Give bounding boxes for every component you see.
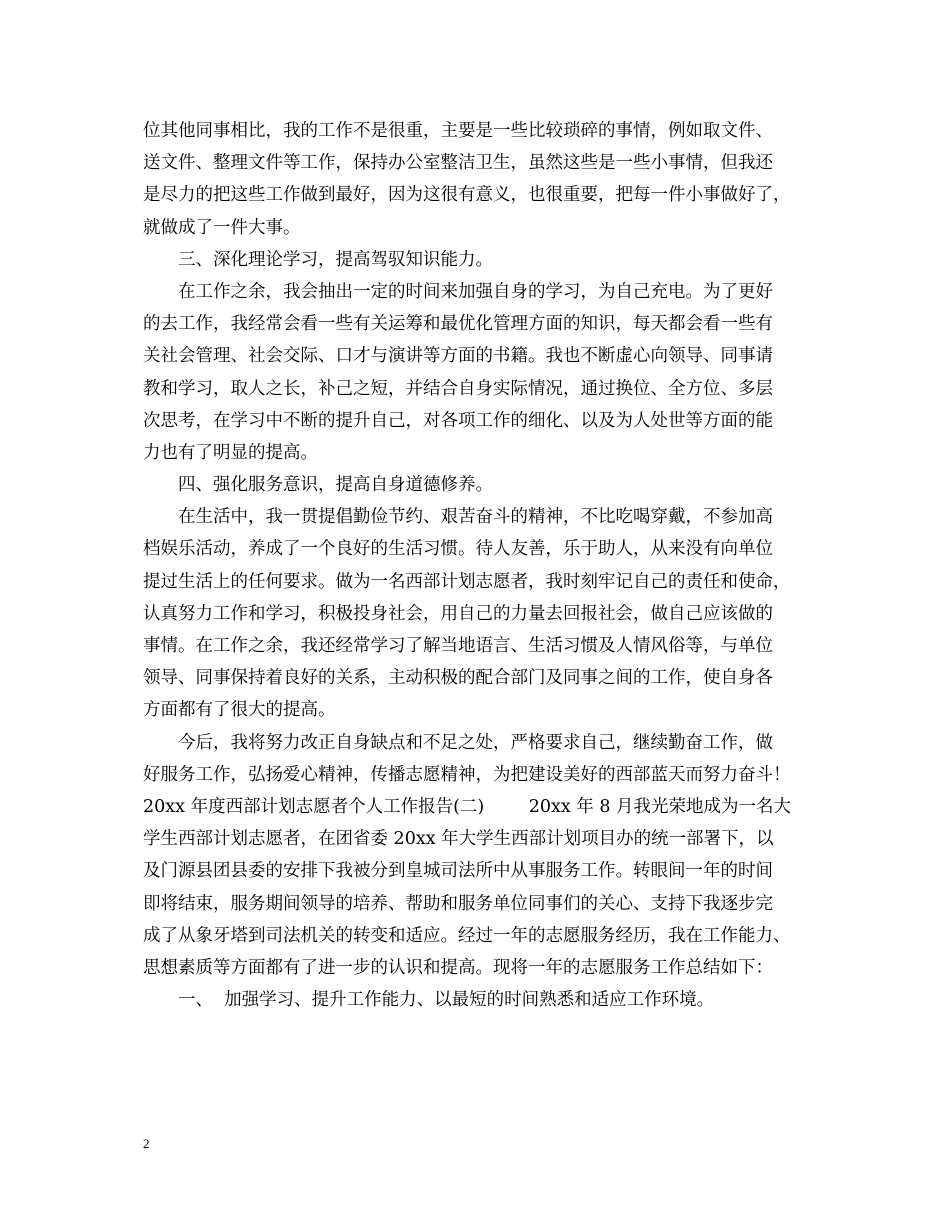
text-line: 20xx 年度西部计划志愿者个人工作报告(二) 20xx 年 8 月我光荣地成为一名大 xyxy=(143,796,792,817)
text-line: 就做成了一件大事。 xyxy=(143,217,301,238)
text-line: 次思考，在学习中不断的提升自己，对各项工作的细化、以及为人处世等方面的能 xyxy=(143,410,773,431)
document-body xyxy=(143,115,808,1016)
text-line: 认真努力工作和学习，积极投身社会，用自己的力量去回报社会，做自己应该做的 xyxy=(143,603,773,624)
text-line: 教和学习，取人之长，补己之短，并结合自身实际情况，通过换位、全方位、多层 xyxy=(143,378,773,399)
text-line: 的去工作，我经常会看一些有关运筹和最优化管理方面的知识，每天都会看一些有 xyxy=(143,314,773,335)
text-line: 位其他同事相比，我的工作不是很重，主要是一些比较琐碎的事情，例如取文件、 xyxy=(143,121,773,141)
text-line: 三、深化理论学习，提高驾驭知识能力。 xyxy=(178,249,493,270)
text-line: 力也有了明显的提高。 xyxy=(143,442,318,463)
text-line: 即将结束，服务期间领导的培养、帮助和服务单位同事们的关心、支持下我逐步完 xyxy=(143,893,773,914)
text-line: 是尽力的把这些工作做到最好，因为这很有意义，也很重要，把每一件小事做好了， xyxy=(143,185,791,206)
text-line: 好服务工作，弘扬爱心精神，传播志愿精神，为把建设美好的西部蓝天而努力奋斗！ xyxy=(143,764,791,785)
text-line: 档娱乐活动，养成了一个良好的生活习惯。待人友善，乐于助人，从来没有向单位 xyxy=(143,539,773,560)
text-line: 方面都有了很大的提高。 xyxy=(143,700,336,721)
text-line: 在生活中，我一贯提倡勤俭节约、艰苦奋斗的精神，不比吃喝穿戴，不参加高 xyxy=(178,507,773,528)
text-line: 今后，我将努力改正自身缺点和不足之处，严格要求自己，继续勤奋工作，做 xyxy=(178,732,773,753)
page-number: 2 xyxy=(143,1136,150,1151)
text-line: 在工作之余，我会抽出一定的时间来加强自身的学习，为自己充电。为了更好 xyxy=(178,281,773,302)
text-line: 一、 加强学习、提升工作能力、以最短的时间熟悉和适应工作环境。 xyxy=(178,990,715,1011)
text-line: 领导、同事保持着良好的关系，主动积极的配合部门及同事之间的工作，使自身各 xyxy=(143,668,773,689)
text-line: 提过生活上的任何要求。做为一名西部计划志愿者，我时刻牢记自己的责任和使命， xyxy=(143,571,791,592)
text-line: 成了从象牙塔到司法机关的转变和适应。经过一年的志愿服务经历，我在工作能力、 xyxy=(143,925,791,946)
text-line: 及门源县团县委的安排下我被分到皇城司法所中从事服务工作。转眼间一年的时间 xyxy=(143,861,773,882)
text-line: 送文件、整理文件等工作，保持办公室整洁卫生，虽然这些是一些小事情，但我还 xyxy=(143,153,773,174)
text-line: 事情。在工作之余，我还经常学习了解当地语言、生活习惯及人情风俗等，与单位 xyxy=(143,636,773,656)
text-line: 关社会管理、社会交际、口才与演讲等方面的书籍。我也不断虚心向领导、同事请 xyxy=(143,346,773,367)
text-line: 思想素质等方面都有了进一步的认识和提高。现将一年的志愿服务工作总结如下： xyxy=(143,957,773,978)
text-line: 四、强化服务意识，提高自身道德修养。 xyxy=(178,475,493,496)
text-line: 学生西部计划志愿者，在团省委 20xx 年大学生西部计划项目办的统一部署下，以 xyxy=(143,829,774,850)
